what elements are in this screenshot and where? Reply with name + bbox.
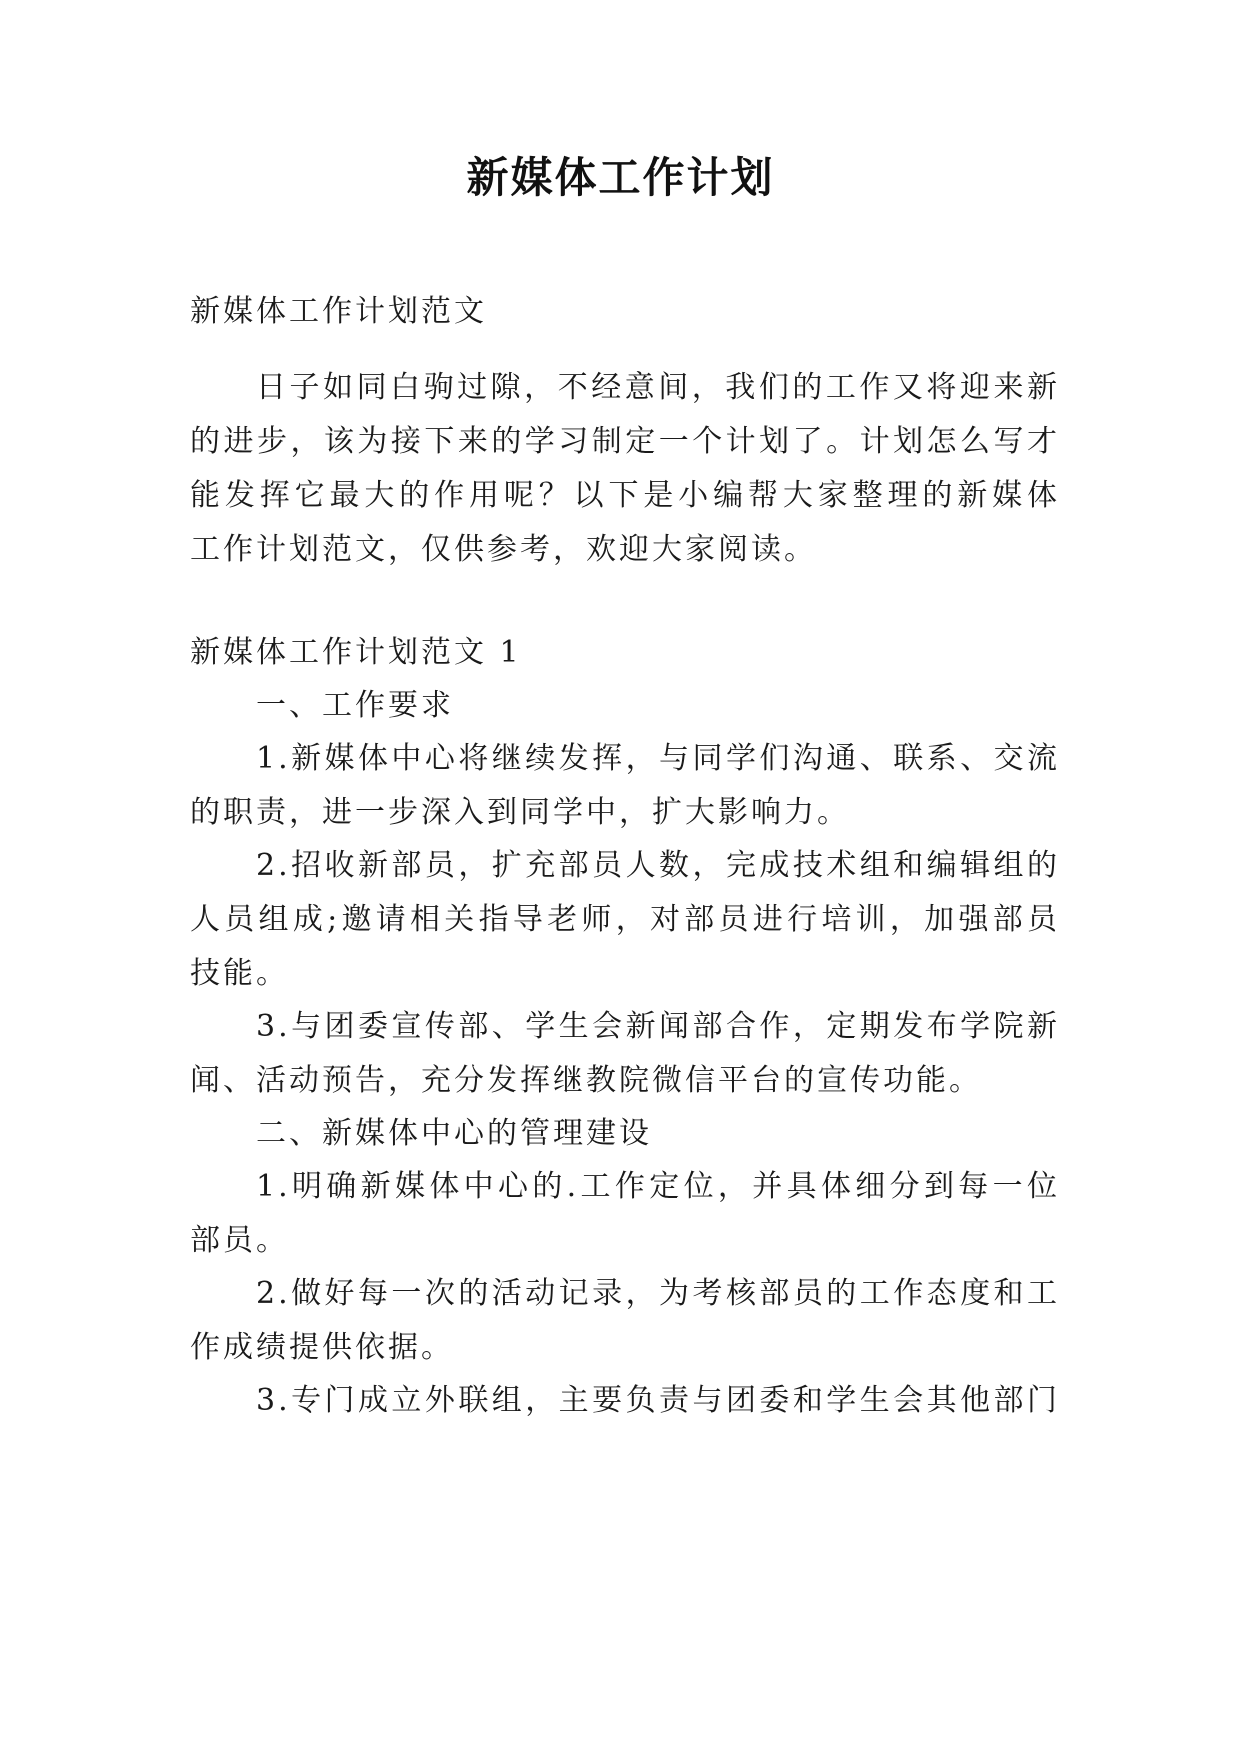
paragraph-line: 3.专门成立外联组，主要负责与团委和学生会其他部门 bbox=[256, 1383, 1060, 1418]
paragraph-line: 部员。 bbox=[190, 1223, 289, 1258]
paragraph-line: 工作计划范文，仅供参考，欢迎大家阅读。 bbox=[190, 532, 817, 567]
section-heading: 一、工作要求 bbox=[256, 688, 454, 723]
paragraph-line: 3.与团委宣传部、学生会新闻部合作，定期发布学院新 bbox=[256, 1009, 1060, 1044]
paragraph-line: 的进步，该为接下来的学习制定一个计划了。计划怎么写才 bbox=[190, 424, 1060, 459]
paragraph-line: 技能。 bbox=[190, 956, 289, 991]
paragraph-line: 作成绩提供依据。 bbox=[190, 1330, 454, 1365]
paragraph-line: 1.新媒体中心将继续发挥，与同学们沟通、联系、交流 bbox=[256, 741, 1060, 776]
section-heading: 二、新媒体中心的管理建设 bbox=[256, 1116, 652, 1151]
document-subtitle: 新媒体工作计划范文 bbox=[190, 294, 487, 329]
paragraph-line: 人员组成;邀请相关指导老师，对部员进行培训，加强部员 bbox=[190, 902, 1060, 937]
paragraph-line: 日子如同白驹过隙，不经意间，我们的工作又将迎来新 bbox=[256, 370, 1060, 405]
paragraph-line: 能发挥它最大的作用呢？以下是小编帮大家整理的新媒体 bbox=[190, 478, 1060, 513]
paragraph-line: 的职责，进一步深入到同学中，扩大影响力。 bbox=[190, 795, 850, 830]
paragraph-line: 1.明确新媒体中心的.工作定位，并具体细分到每一位 bbox=[256, 1169, 1060, 1204]
paragraph-line: 2.做好每一次的活动记录，为考核部员的工作态度和工 bbox=[256, 1276, 1060, 1311]
paragraph-line: 2.招收新部员，扩充部员人数，完成技术组和编辑组的 bbox=[256, 848, 1060, 883]
paragraph-line: 闻、活动预告，充分发挥继教院微信平台的宣传功能。 bbox=[190, 1063, 982, 1098]
section-title: 新媒体工作计划范文 1 bbox=[190, 635, 522, 670]
document-title: 新媒体工作计划 bbox=[466, 153, 775, 202]
